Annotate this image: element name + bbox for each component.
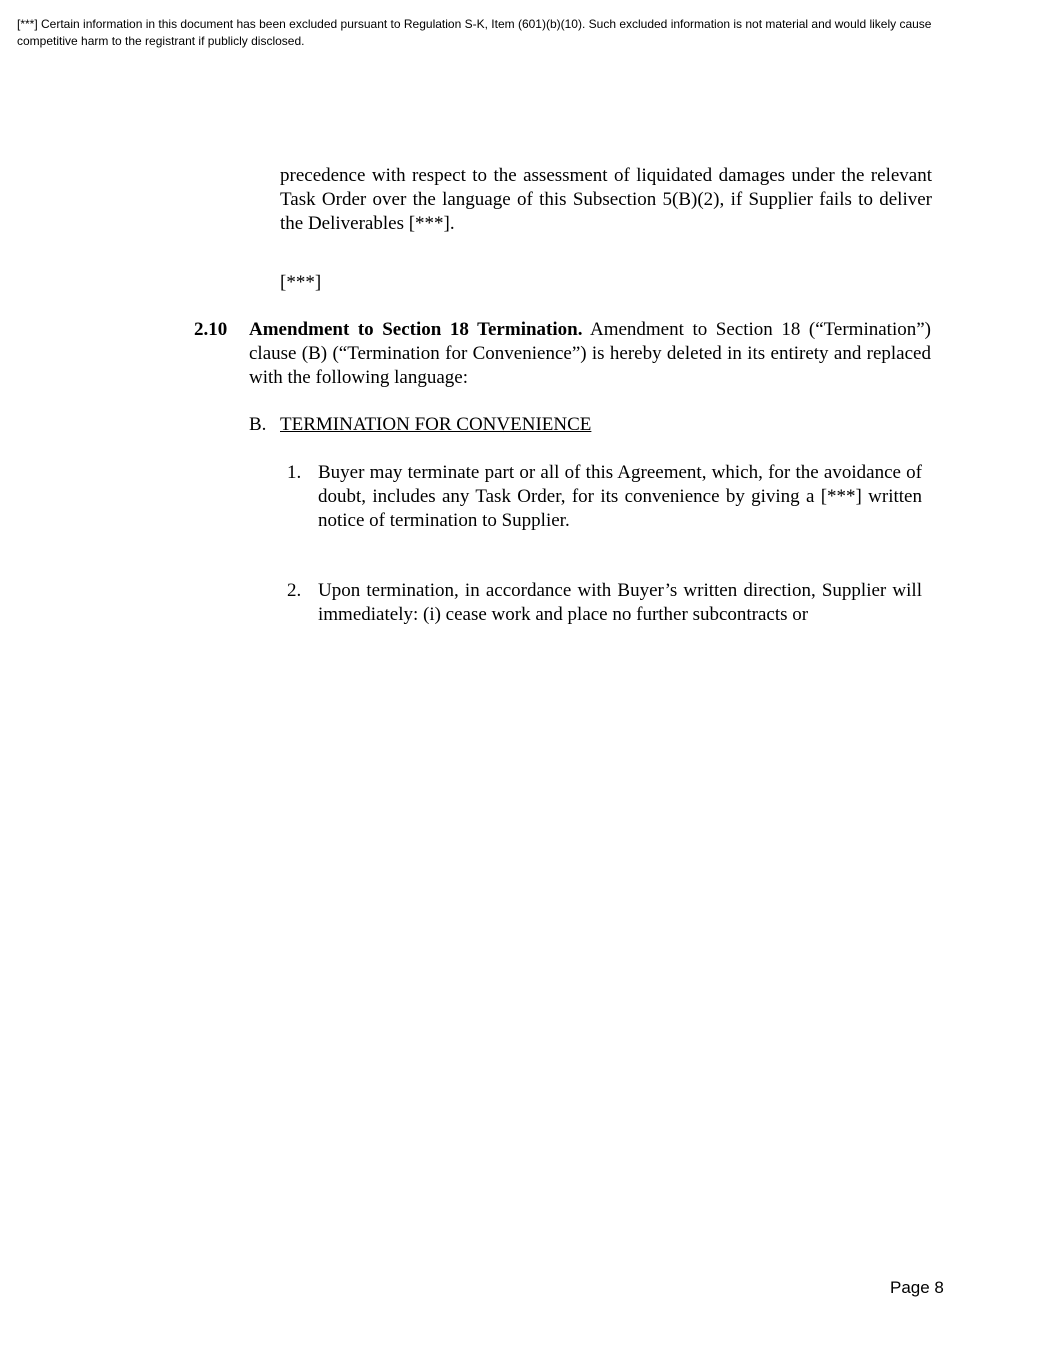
list-item-text: Upon termination, in accordance with Buyer’s written direction, Supplier will immediately: (i) cease work and place no further subcontracts or (318, 580, 922, 625)
list-item-number: 1. (287, 462, 302, 483)
continuation-paragraph: precedence with respect to the assessment of liquidated damages under the relevant Task Order over the language of this Subsection 5(B)(2), if Supplier fails to deliver the Deliverables [***]. (280, 165, 932, 234)
section-number: 2.10 (194, 319, 228, 340)
subsection-title: TERMINATION FOR CONVENIENCE (280, 414, 592, 435)
list-item-text: Buyer may terminate part or all of this Agreement, which, for the avoidance of doubt, includes any Task Order, for its convenience by giving a [***] written notice of termination to Supplier. (318, 462, 922, 531)
page-number: Page 8 (890, 1278, 944, 1297)
redacted-paragraph: [***] (280, 272, 322, 293)
section-text: Amendment to Section 18 (“Termination”) clause (B) (“Termination for Convenience”) is hereby deleted in its entirety and replaced with the following language: (249, 319, 931, 388)
section-paragraph (249, 318, 931, 390)
subsection-letter: B. (249, 414, 267, 435)
list-item-number: 2. (287, 580, 302, 601)
redaction-disclaimer: [***] Certain information in this document has been excluded pursuant to Regulation S-K, Item (601)(b)(10). Such excluded information is not material and would likely cause competitive harm to the registrant if publicly disclosed. (17, 17, 932, 48)
section-title: Amendment to Section 18 Termination. (249, 319, 583, 340)
